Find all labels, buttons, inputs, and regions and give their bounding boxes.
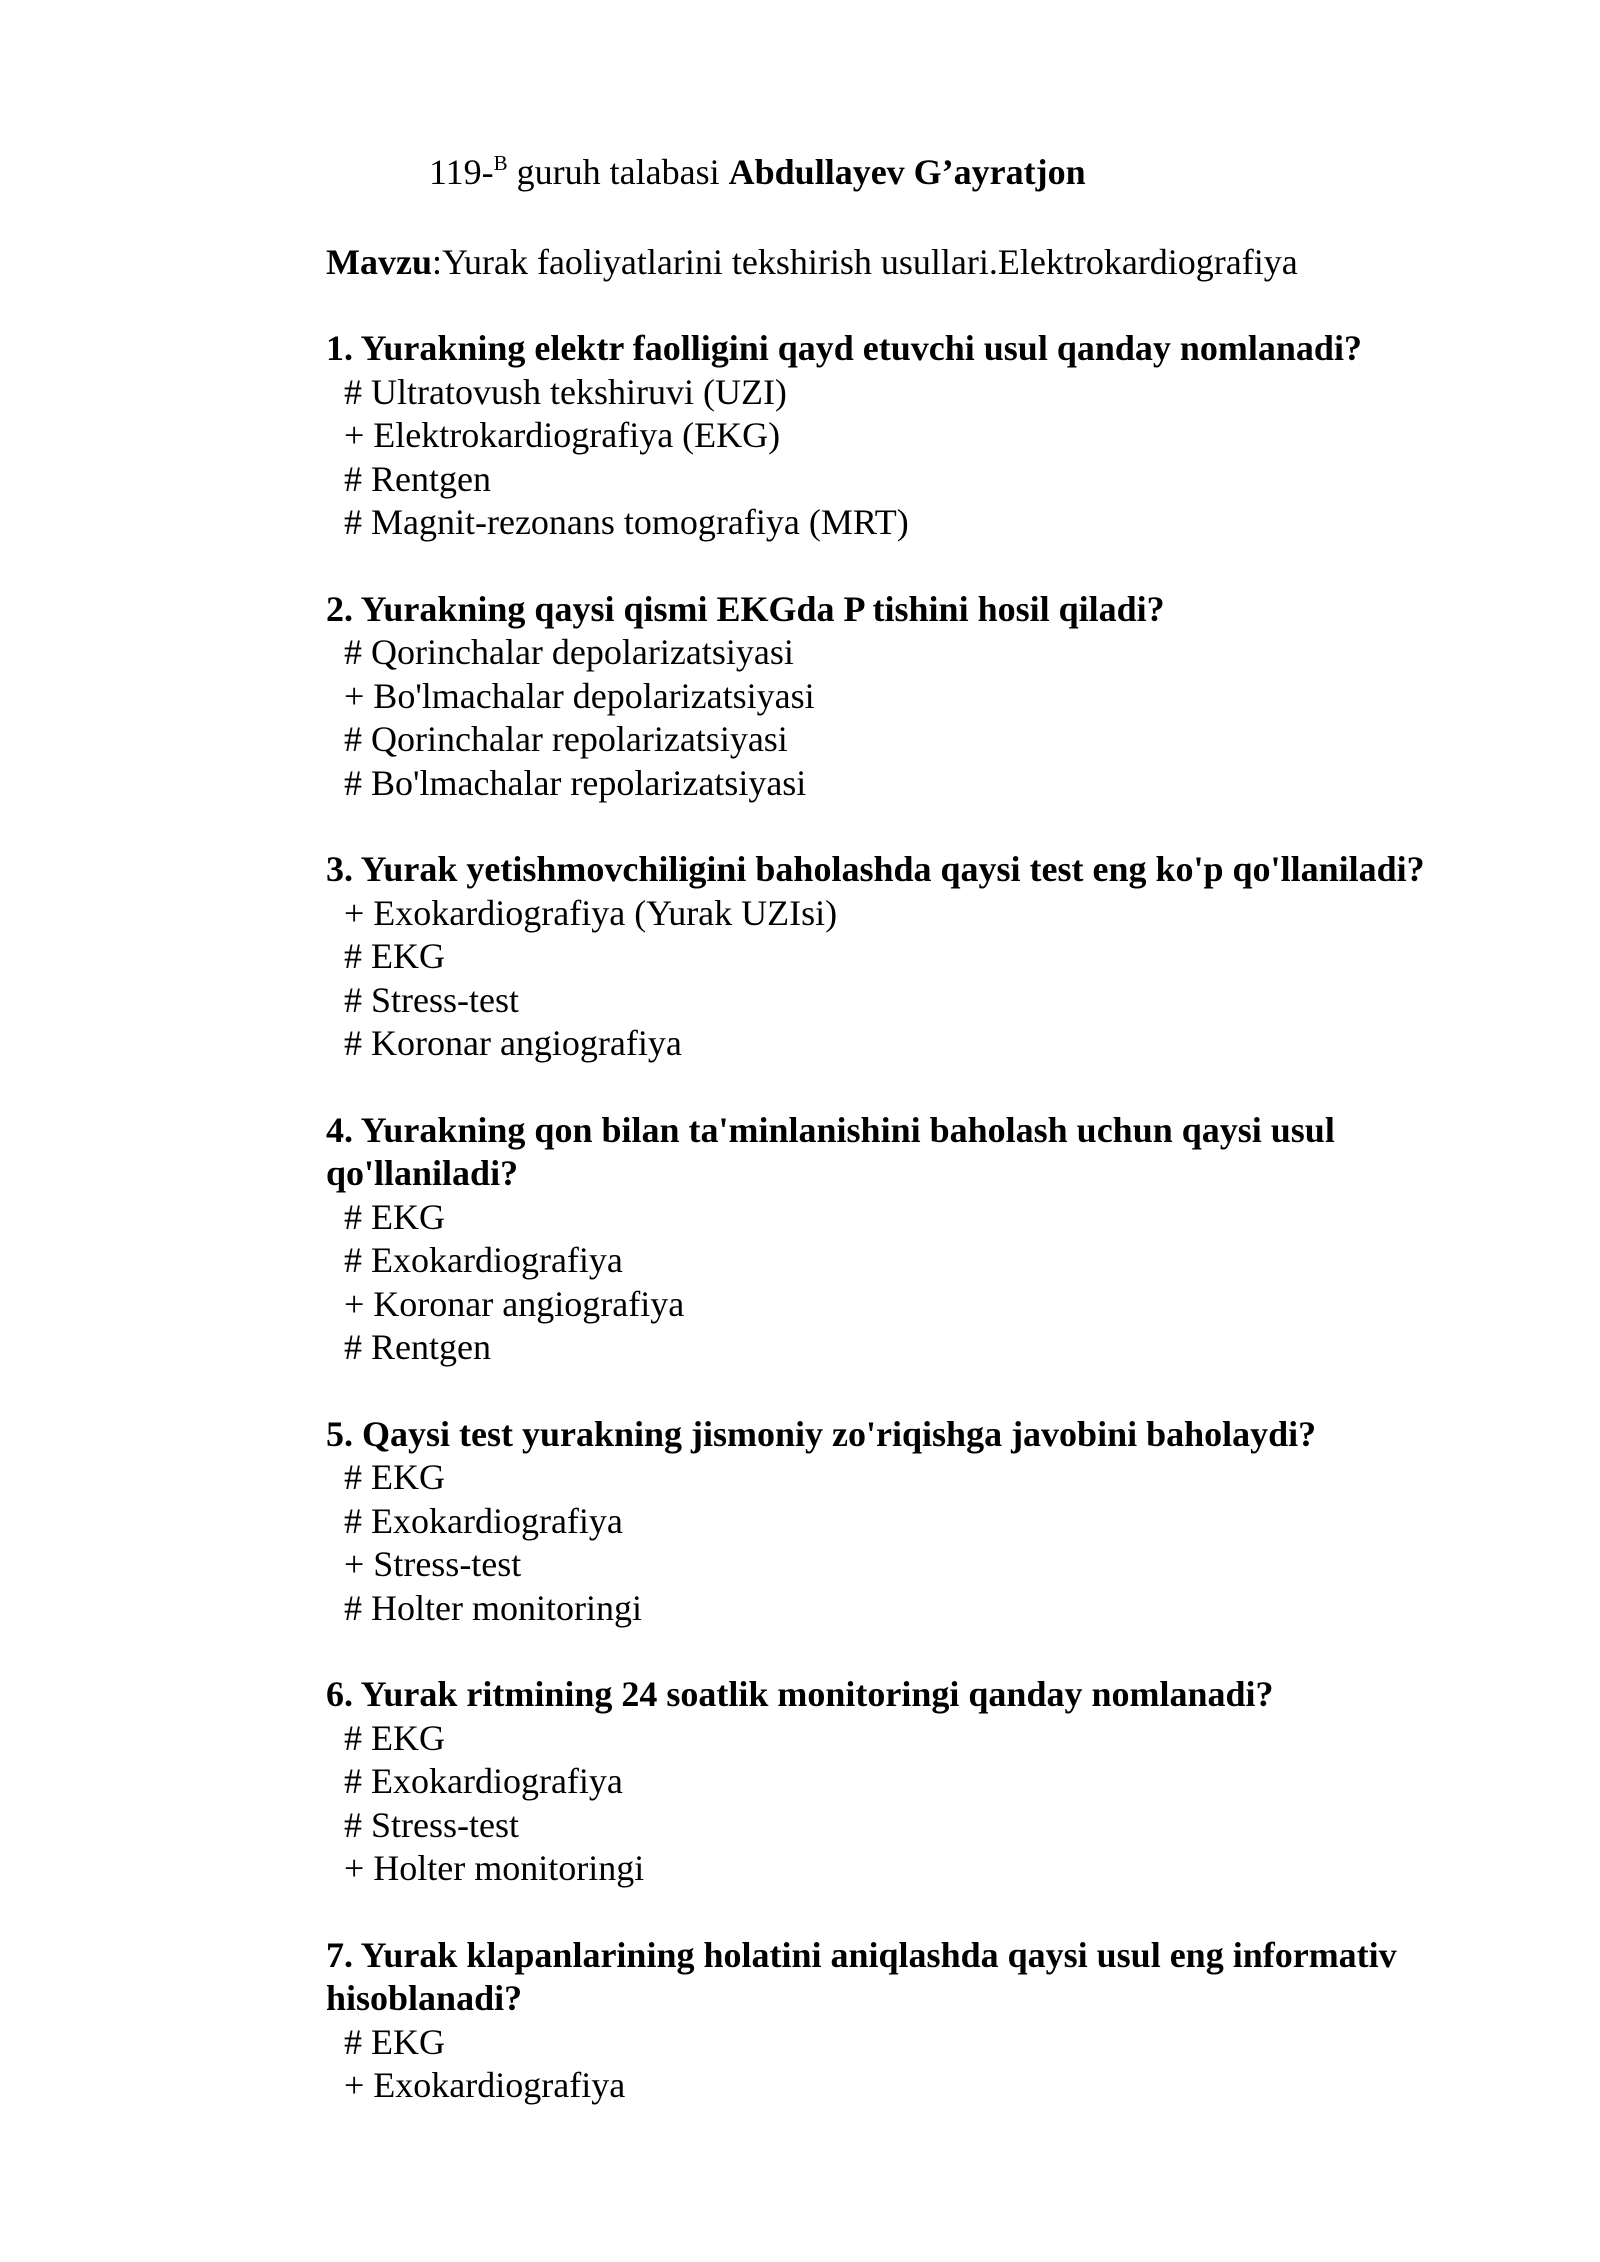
answer-option: # EKG (344, 1717, 445, 1758)
question-title: 3. Yurak yetishmovchiligini baholashda qaysi test eng ko'p qo'llaniladi? (326, 849, 1425, 889)
answer-option: + Elektrokardiografiya (EKG) (344, 415, 781, 455)
answer-option: # Rentgen (344, 458, 491, 499)
question-4 (326, 1109, 1506, 1370)
question-3 (326, 848, 1506, 1066)
answer-option: # EKG (344, 1457, 445, 1497)
answer-option: + Stress-test (344, 1544, 522, 1584)
answer-option: + Bo'lmachalar depolarizatsiyasi (344, 675, 815, 716)
question-title: 2. Yurakning qaysi qismi EKGda P tishini hosil qiladi? (326, 588, 1165, 629)
student-header (429, 150, 1086, 194)
answer-option: # Ultratovush tekshiruvi (UZI) (344, 371, 787, 412)
answer-option: # EKG (344, 2021, 445, 2062)
student-label: guruh talabasi (507, 152, 729, 192)
answer-option: + Exokardiografiya (Yurak UZIsi) (344, 892, 838, 933)
answer-option: # Rentgen (344, 1327, 491, 1367)
question-title: 1. Yurakning elektr faolligini qayd etuvchi usul qanday nomlanadi? (326, 328, 1362, 368)
answer-option: # Stress-test (344, 979, 519, 1020)
question-title: 6. Yurak ritmining 24 soatlik monitoringi qanday nomlanadi? (326, 1674, 1274, 1714)
group-number: 119- (429, 152, 494, 192)
answer-option: # Holter monitoringi (344, 1587, 642, 1628)
answer-option: # Koronar angiografiya (344, 1023, 682, 1063)
topic-label: Mavzu (326, 242, 432, 282)
answer-option: # Exokardiografiya (344, 1500, 623, 1541)
answer-option: # Stress-test (344, 1804, 519, 1845)
student-name: Abdullayev G’ayratjon (728, 152, 1086, 192)
question-1 (326, 327, 1506, 545)
question-list (326, 327, 1506, 2151)
question-2 (326, 588, 1506, 806)
answer-option: # Exokardiografiya (344, 1761, 623, 1801)
answer-option: # Magnit-rezonans tomografiya (MRT) (344, 502, 909, 542)
question-6 (326, 1673, 1506, 1891)
answer-option: # Qorinchalar depolarizatsiyasi (344, 632, 794, 672)
answer-option: # EKG (344, 1196, 445, 1237)
question-title: 5. Qaysi test yurakning jismoniy zo'riqishga javobini baholaydi? (326, 1413, 1317, 1454)
answer-option: # Qorinchalar repolarizatsiyasi (344, 719, 788, 759)
question-title: 4. Yurakning qon bilan ta'minlanishini baholash uchun qaysi usul qo'llaniladi? (326, 1109, 1335, 1193)
group-letter: B (493, 151, 508, 175)
answer-option: # Exokardiografiya (344, 1240, 623, 1280)
answer-option: + Exokardiografiya (344, 2065, 626, 2105)
answer-option: + Koronar angiografiya (344, 1283, 685, 1324)
question-5 (326, 1413, 1506, 1631)
answer-option: # Bo'lmachalar repolarizatsiyasi (344, 762, 807, 803)
question-7 (326, 1934, 1506, 2108)
answer-option: # EKG (344, 936, 445, 976)
question-title: 7. Yurak klapanlarining holatini aniqlashda qaysi usul eng informativ hisoblanadi? (326, 1934, 1397, 2018)
topic-text: :Yurak faoliyatlarini tekshirish usullari.Elektrokardiografiya (431, 242, 1298, 282)
topic-line (326, 240, 1298, 284)
answer-option: + Holter monitoringi (344, 1848, 645, 1888)
